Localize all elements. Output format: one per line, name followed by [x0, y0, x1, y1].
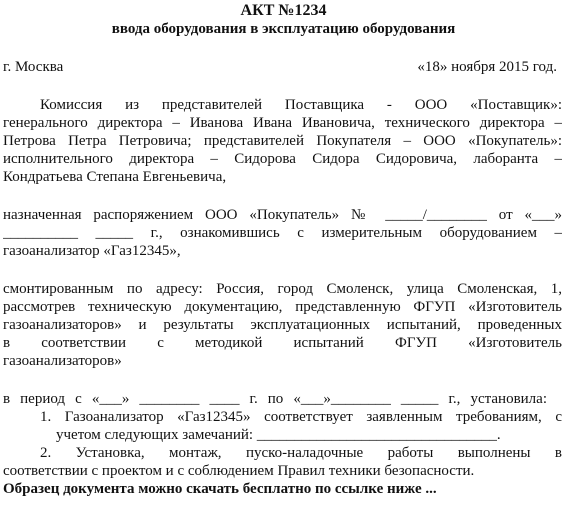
- appointed-line-2: __________ _____ г., ознакомившись с измерительным оборудованием –: [3, 225, 562, 241]
- appointed-line-1: назначенная распоряжением ООО «Покупатель» № _____/________ от «___»: [3, 207, 562, 223]
- appointed-line-3: газоанализатор «Газ12345»,: [3, 243, 181, 259]
- item-1-line-1: 1. Газоанализатор «Газ12345» соответствует заявленным требованиям, с: [40, 409, 562, 425]
- item-2-line-2: соответствии с проектом и с соблюдением Правил техники безопасности.: [3, 463, 475, 479]
- installed-line-5: газоанализаторов»: [3, 353, 122, 369]
- item-2-line-1: 2. Установка, монтаж, пуско-наладочные работы выполнены в: [40, 445, 562, 461]
- document-subtitle: ввода оборудования в эксплуатацию оборудования: [111, 21, 456, 37]
- installed-line-4: в соответствии с методикой испытаний ФГУП «Изготовитель: [3, 335, 562, 351]
- document-title: АКТ №1234: [240, 2, 327, 19]
- period-line: в период с «___» ________ ____ г. по «___»________ _____ г., установила:: [3, 391, 547, 407]
- commission-line-3: Петрова Петра Петровича; представителей Покупателя – ООО «Покупатель»:: [3, 133, 562, 149]
- commission-line-4: исполнительного директора – Сидорова Сидора Сидоровича, лаборанта –: [3, 151, 562, 167]
- commission-line-2: генерального директора – Иванова Ивана Ивановича, технического директора –: [3, 115, 562, 131]
- city-label: г. Москва: [3, 59, 64, 75]
- commission-line-1: Комиссия из представителей Поставщика - ООО «Поставщик»:: [40, 97, 562, 113]
- document-date: «18» ноября 2015 год.: [417, 59, 557, 75]
- installed-line-2: рассмотрев техническую документацию, представленную ФГУП «Изготовитель: [3, 299, 562, 315]
- installed-line-1: смонтированным по адресу: Россия, город Смоленск, улица Смоленская, 1,: [3, 281, 562, 297]
- commission-line-5: Кондратьева Степана Евгеньевича,: [3, 169, 227, 185]
- download-note: Образец документа можно скачать бесплатно по ссылке ниже ...: [3, 481, 437, 497]
- installed-line-3: газоанализаторов» и результаты эксплуатационных испытаний, проведенных: [3, 317, 562, 333]
- item-1-line-2: учетом следующих замечаний: ________________________________.: [56, 427, 501, 443]
